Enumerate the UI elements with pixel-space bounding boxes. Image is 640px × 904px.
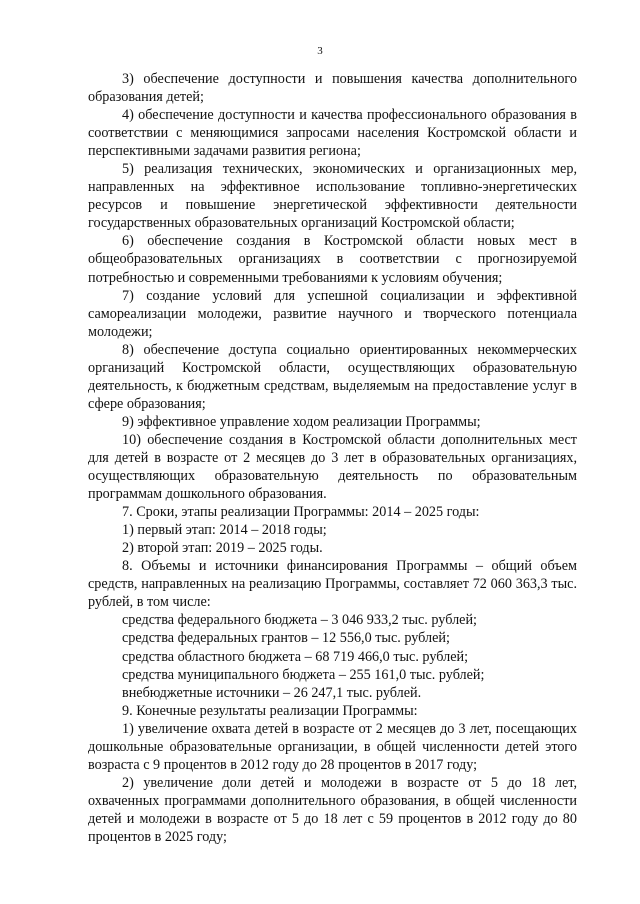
paragraph-item-7: 7) создание условий для успешной социализации и эффективной самореализации молодежи, развитие научного и творческого потенциала молодежи; xyxy=(88,287,577,340)
document-body xyxy=(88,70,577,846)
stage-1: 1) первый этап: 2014 – 2018 годы; xyxy=(122,522,327,539)
paragraph-item-9: 9) эффективное управление ходом реализации Программы; xyxy=(122,413,481,430)
result-item-2: 2) увеличение доли детей и молодежи в возрасте от 5 до 18 лет, охваченных программами дополнительного образования, в общей численности детей и молодежи в возрасте от 5 до 18 лет с 59 процентов в 2012 году до 80 процентов в 2025 году; xyxy=(88,774,577,845)
funding-regional: средства областного бюджета – 68 719 466,0 тыс. рублей; xyxy=(122,648,469,665)
funding-federal: средства федерального бюджета – 3 046 933,2 тыс. рублей; xyxy=(122,612,477,629)
paragraph-item-4: 4) обеспечение доступности и качества профессионального образования в соответствии с меняющимися запросами населения Костромской области и перспективными задачами развития региона; xyxy=(88,107,577,160)
paragraph-item-8: 8) обеспечение доступа социально ориентированных некоммерческих организаций Костромской области, осуществляющих образовательную деятельность, к бюджетным средствам, выделяемым на предоставление услуг в сфере образования; xyxy=(88,341,577,412)
funding-federal-grants: средства федеральных грантов – 12 556,0 тыс. рублей; xyxy=(122,630,450,647)
paragraph-item-5: 5) реализация технических, экономических и организационных мер, направленных на эффективное использование топливно-энергетических ресурсов и повышение энергетической эффективности деятельности государственных образовательных организаций Костромской области; xyxy=(88,161,577,232)
funding-municipal: средства муниципального бюджета – 255 161,0 тыс. рублей; xyxy=(122,666,485,683)
funding-extrabudgetary: внебюджетные источники – 26 247,1 тыс. рублей. xyxy=(122,684,422,701)
section-heading-results: 9. Конечные результаты реализации Программы: xyxy=(122,702,418,719)
paragraph-item-10: 10) обеспечение создания в Костромской области дополнительных мест для детей в возрасте от 2 месяцев до 3 лет в образовательных организациях, осуществляющих образовательную деятельность по образовательным программам дошкольного образования. xyxy=(88,431,577,503)
paragraph-item-6: 6) обеспечение создания в Костромской области новых мест в общеобразовательных организациях в соответствии с прогнозируемой потребностью и современными требованиями к условиям обучения; xyxy=(88,233,577,286)
section-heading-funding: 8. Объемы и источники финансирования Программы – общий объем средств, направленных на реализацию Программы, составляет 72 060 363,3 тыс. рублей, в том числе: xyxy=(88,558,577,611)
section-heading-terms: 7. Сроки, этапы реализации Программы: 2014 – 2025 годы: xyxy=(122,504,480,521)
stage-2: 2) второй этап: 2019 – 2025 годы. xyxy=(122,540,323,557)
paragraph-item-3: 3) обеспечение доступности и повышения качества дополнительного образования детей; xyxy=(88,71,577,106)
result-item-1: 1) увеличение охвата детей в возрасте от 2 месяцев до 3 лет, посещающих дошкольные образовательные организации, в общей численности детей этого возраста с 9 процентов в 2012 году до 28 процентов в 2017 году; xyxy=(88,720,577,773)
page-number: 3 xyxy=(317,45,323,57)
